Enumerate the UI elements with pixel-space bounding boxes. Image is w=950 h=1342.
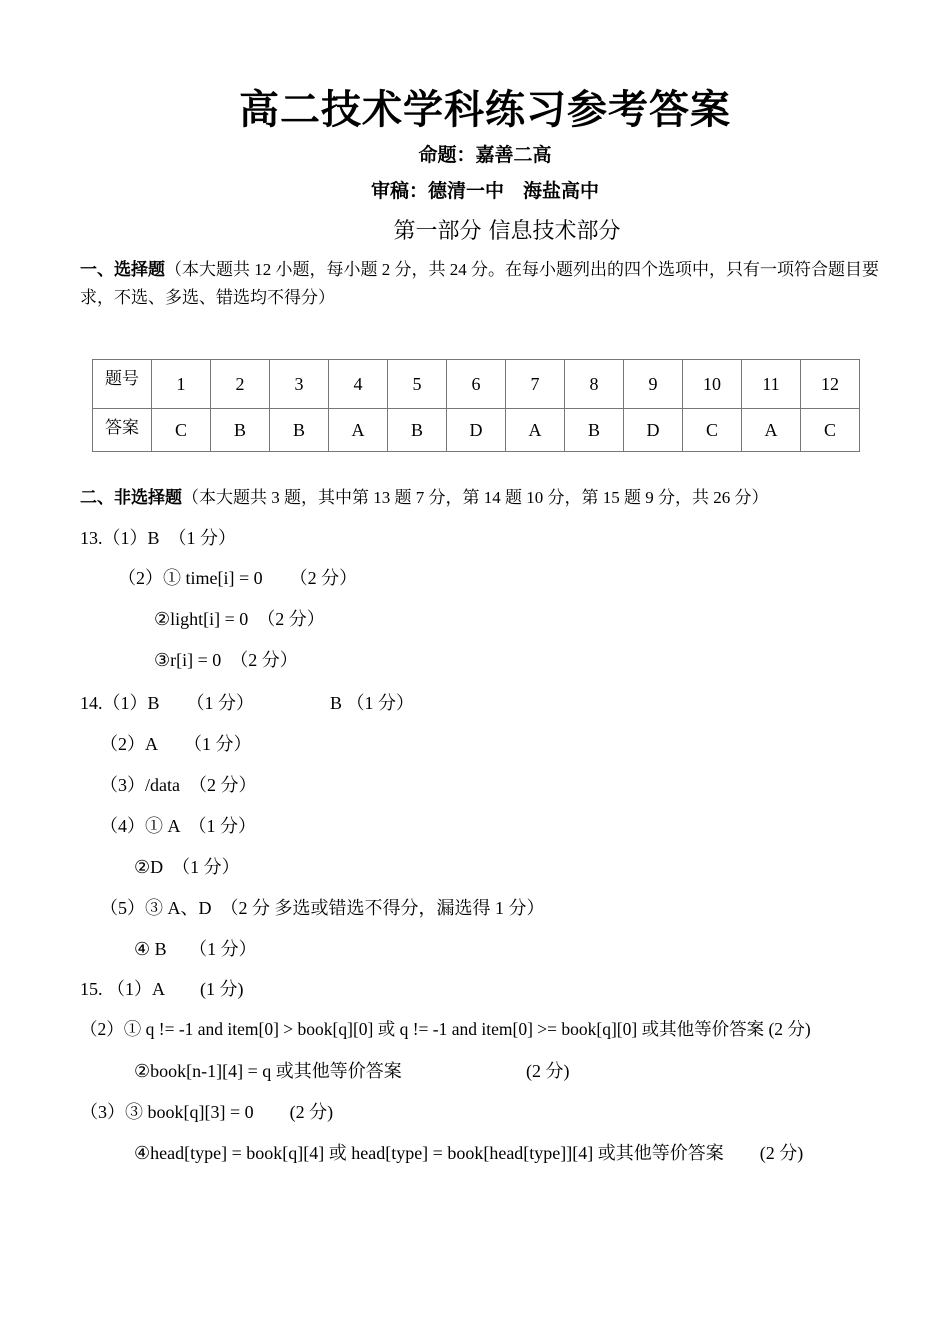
row-label-number: 题号: [93, 360, 152, 409]
q14-line-1a: 14.（1）B （1 分）: [80, 693, 255, 713]
answer-cell: B: [211, 409, 270, 452]
reviewer-line: 审稿：德清一中 海盐高中: [370, 180, 599, 202]
answer-cell: A: [329, 409, 388, 452]
q13-line-1: 13.（1）B （1 分）: [80, 528, 237, 548]
answer-cell: C: [801, 409, 860, 452]
table-row-numbers: [93, 360, 860, 409]
q15-line-2: （2）① q != -1 and item[0] > book[q][0] 或 q != -1 and item[0] >= book[q][0] 或其他等价答案 (2 分): [80, 1019, 811, 1039]
q13-line-3: ②light[i] = 0 （2 分）: [154, 609, 325, 629]
number-cell: 12: [801, 360, 860, 409]
q14-line-2: （2）A （1 分）: [100, 734, 252, 754]
section1-instructions: （本大题共 12 小题，每小题 2 分，共 24 分。在每小题列出的四个选项中，只有一项符合题目要求，不选、多选、错选均不得分）: [80, 260, 879, 307]
table-row-answers: [93, 409, 860, 452]
answer-cell: D: [624, 409, 683, 452]
section2-intro: [80, 484, 900, 512]
number-cell: 8: [565, 360, 624, 409]
answer-cell: A: [742, 409, 801, 452]
number-cell: 4: [329, 360, 388, 409]
number-cell: 3: [270, 360, 329, 409]
q15-line-4: （3）③ book[q][3] = 0 (2 分): [80, 1102, 334, 1122]
answer-cell: A: [506, 409, 565, 452]
number-cell: 2: [211, 360, 270, 409]
answer-cell: C: [683, 409, 742, 452]
number-cell: 6: [447, 360, 506, 409]
answer-cell: D: [447, 409, 506, 452]
answer-cell: B: [565, 409, 624, 452]
row-label-answer: 答案: [93, 409, 152, 452]
answer-cell: C: [152, 409, 211, 452]
q15-line-3b: (2 分): [526, 1061, 570, 1081]
answer-table: [92, 359, 860, 452]
q15-line-1: 15. （1）A (1 分): [80, 979, 244, 999]
q13-line-2: （2）① time[i] = 0 （2 分）: [118, 568, 358, 588]
section1-intro: [80, 256, 890, 312]
number-cell: 9: [624, 360, 683, 409]
part-title: 第一部分 信息技术部分: [393, 219, 621, 244]
q14-line-3: （3）/data （2 分）: [100, 775, 257, 795]
section2-instructions: （本大题共 3 题，其中第 13 题 7 分，第 14 题 10 分，第 15 题 9 分，共 26 分）: [182, 488, 769, 507]
q15-line-5: ④head[type] = book[q][4] 或 head[type] = book[head[type]][4] 或其他等价答案 (2 分): [134, 1143, 804, 1163]
section1-heading: 一、选择题: [80, 260, 165, 280]
q15-line-3a: ②book[n-1][4] = q 或其他等价答案: [134, 1061, 402, 1081]
q14-line-6: （5）③ A、D （2 分 多选或错选不得分，漏选得 1 分）: [100, 898, 545, 918]
setter-line: 命题：嘉善二高: [418, 144, 552, 166]
q13-line-4: ③r[i] = 0 （2 分）: [154, 650, 298, 670]
number-cell: 1: [152, 360, 211, 409]
page-title: 高二技术学科练习参考答案: [239, 86, 731, 133]
q14-line-7: ④ B （1 分）: [134, 939, 257, 959]
number-cell: 10: [683, 360, 742, 409]
q14-line-4: （4）① A （1 分）: [100, 816, 257, 836]
answer-cell: B: [270, 409, 329, 452]
answer-cell: B: [388, 409, 447, 452]
number-cell: 7: [506, 360, 565, 409]
q14-line-1b: B （1 分）: [330, 693, 415, 713]
number-cell: 11: [742, 360, 801, 409]
number-cell: 5: [388, 360, 447, 409]
section2-heading: 二、非选择题: [80, 488, 182, 508]
q14-line-5: ②D （1 分）: [134, 857, 240, 877]
